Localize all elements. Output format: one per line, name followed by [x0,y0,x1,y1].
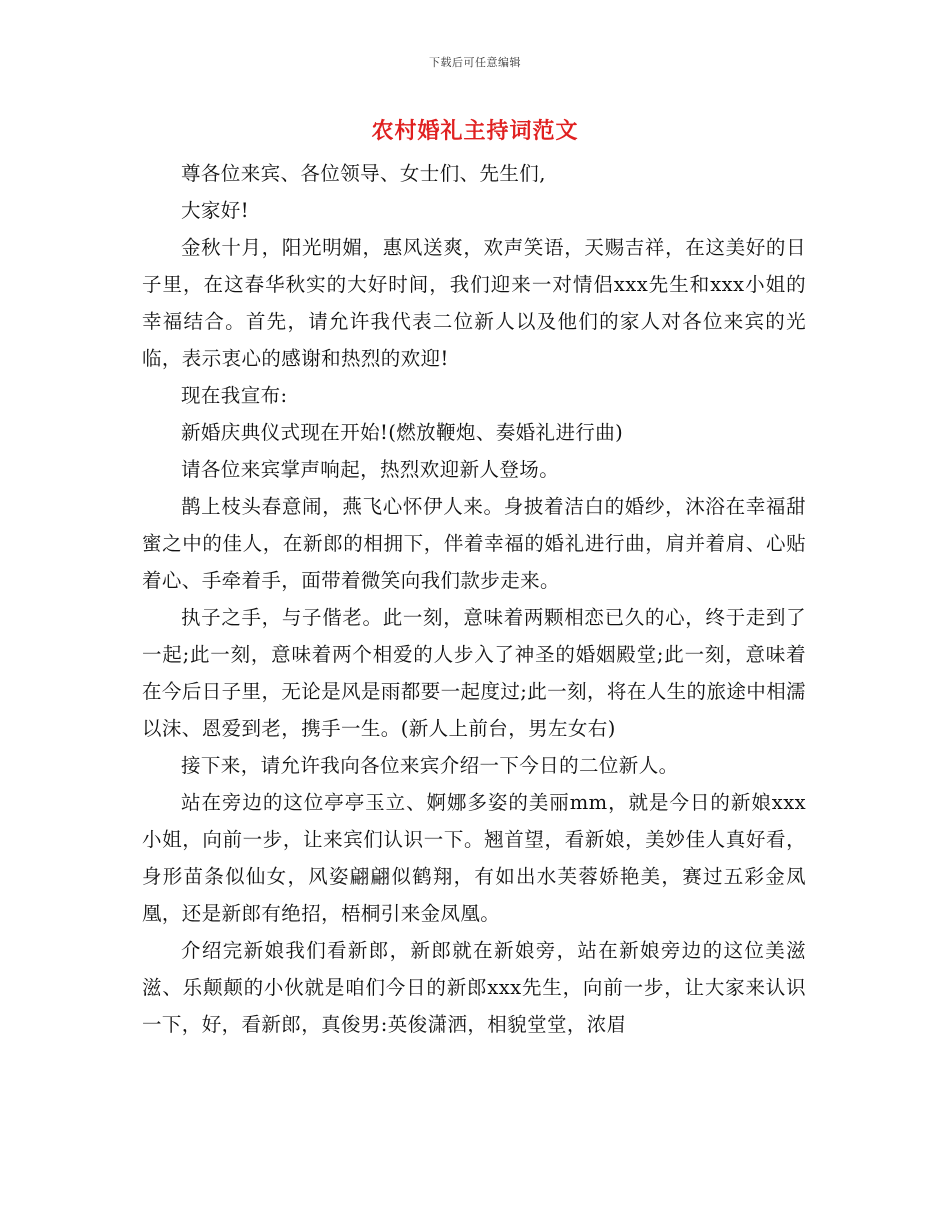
paragraph-hello: 大家好! [181,199,249,222]
header-note: 下载后可任意编辑 [429,56,521,69]
paragraph-introduction: 接下来，请允许我向各位来宾介绍一下今日的二位新人。 [181,754,679,777]
paragraph-greeting: 尊各位来宾、各位领导、女士们、先生们, [181,162,546,185]
paragraph-opening: 金秋十月，阳光明媚，惠风送爽，欢声笑语，天赐吉祥，在这美好的日子里，在这春华秋实的大好时间，我们迎来一对情侣xxx先生和xxx小姐的幸福结合。首先，请允许我代表二位新人以及他们的家人对各位来宾的光临，表示衷心的感谢和热烈的欢迎! [142,236,806,370]
document-body [142,155,806,1043]
paragraph-applause: 请各位来宾掌声响起，热烈欢迎新人登场。 [181,458,560,481]
document-title: 农村婚礼主持词范文 [371,118,579,144]
paragraph-vows: 执子之手，与子偕老。此一刻，意味着两颗相恋已久的心，终于走到了一起;此一刻，意味着两个相爱的人步入了神圣的婚姻殿堂;此一刻，意味着在今后日子里，无论是风是雨都要一起度过;此一刻，将在人生的旅途中相濡以沫、恩爱到老，携手一生。(新人上前台，男左女右) [142,606,806,740]
paragraph-announce: 现在我宣布: [181,384,288,407]
paragraph-groom: 介绍完新娘我们看新郎，新郎就在新娘旁，站在新娘旁边的这位美滋滋、乐颠颠的小伙就是咱们今日的新郎xxx先生，向前一步，让大家来认识一下，好，看新郎，真俊男:英俊潇洒，相貌堂堂，浓眉 [142,939,806,1036]
paragraph-entrance: 鹊上枝头春意闹，燕飞心怀伊人来。身披着洁白的婚纱，沐浴在幸福甜蜜之中的佳人，在新郎的相拥下，伴着幸福的婚礼进行曲，肩并着肩、心贴着心、手牵着手，面带着微笑向我们款步走来。 [142,495,806,592]
paragraph-ceremony-start: 新婚庆典仪式现在开始!(燃放鞭炮、奏婚礼进行曲) [181,421,624,444]
paragraph-bride: 站在旁边的这位亭亭玉立、婀娜多姿的美丽mm，就是今日的新娘xxx小姐，向前一步，让来宾们认识一下。翘首望，看新娘，美妙佳人真好看，身形苗条似仙女，风姿翩翩似鹤翔，有如出水芙蓉娇艳美，赛过五彩金凤凰，还是新郎有绝招，梧桐引来金凤凰。 [142,791,806,925]
